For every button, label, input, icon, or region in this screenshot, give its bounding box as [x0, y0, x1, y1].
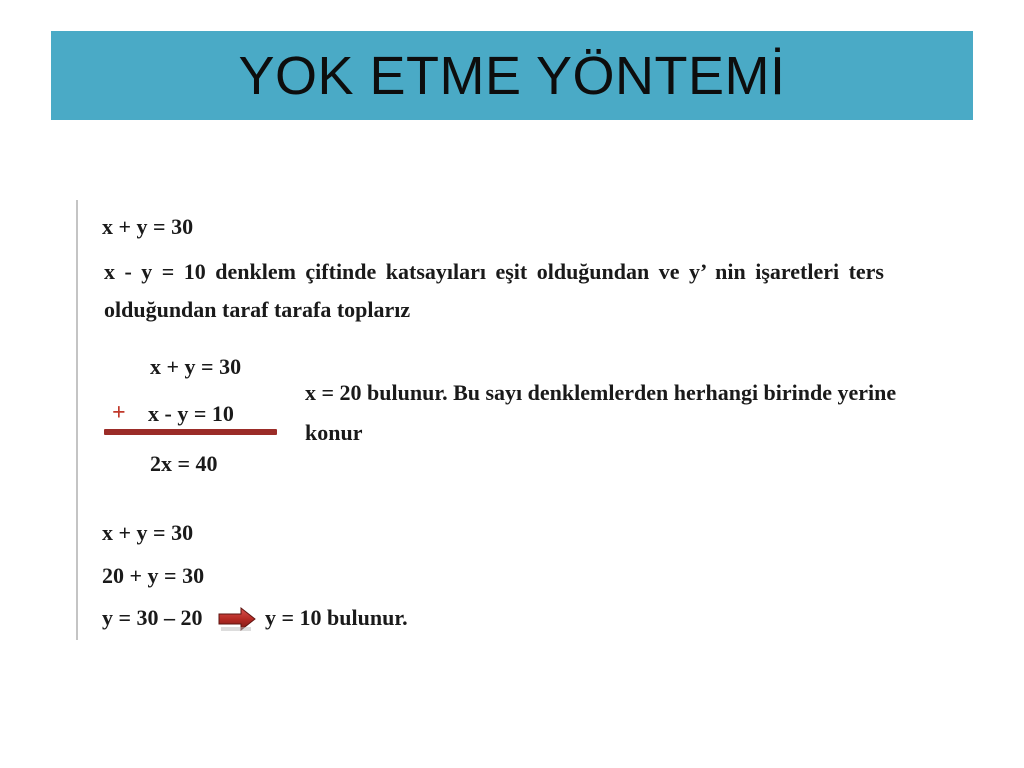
sum-row-2: x - y = 10 [148, 401, 234, 426]
explanation-line-1: x - y = 10 denklem çiftinde katsayıları eşit olduğundan ve y’ nin işaretleri ters [104, 259, 884, 284]
slide-title: YOK ETME YÖNTEMİ [238, 46, 786, 106]
note-line-2: konur [305, 420, 363, 445]
right-arrow-icon [217, 605, 257, 633]
plus-sign: + [112, 400, 126, 426]
sum-result: 2x = 40 [150, 451, 218, 476]
title-bar [51, 31, 973, 120]
note-line-1: x = 20 bulunur. Bu sayı denklemlerden herhangi birinde yerine [305, 380, 897, 405]
equation-1: x + y = 30 [102, 214, 194, 239]
final-answer: y = 10 bulunur. [265, 605, 408, 630]
explanation-line-2: olduğundan taraf tarafa toplarız [104, 297, 411, 322]
substitution-1: x + y = 30 [102, 520, 194, 545]
substitution-3: y = 30 – 20 [102, 605, 203, 630]
content-left-rule [76, 200, 78, 640]
substitution-2: 20 + y = 30 [102, 563, 205, 588]
sum-underline [104, 429, 277, 435]
sum-row-1: x + y = 30 [150, 354, 242, 379]
